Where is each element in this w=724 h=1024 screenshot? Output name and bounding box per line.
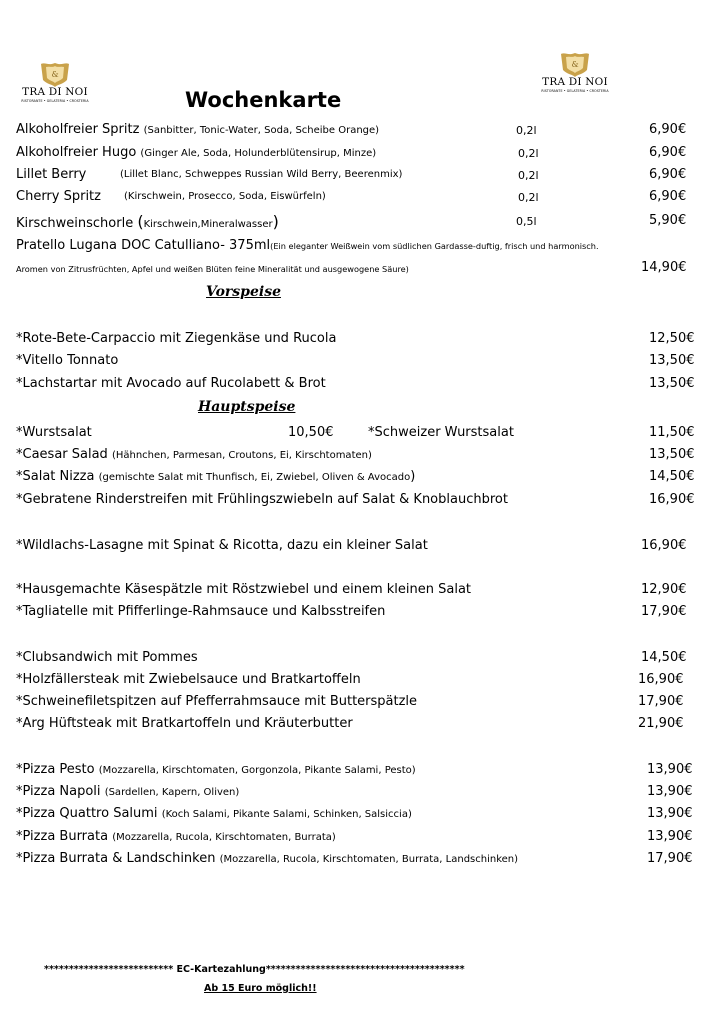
drink-volume: 0,2l (518, 147, 539, 160)
pizza-desc: (Koch Salami, Pikante Salami, Schinken, Salsiccia) (161, 809, 412, 820)
drink-desc: (Sanbitter, Tonic-Water, Soda, Scheibe Orange) (143, 125, 380, 136)
footer-minimum-note: Ab 15 Euro möglich!! (204, 983, 317, 994)
drink-desc: (Lillet Blanc, Schweppes Russian Wild Berry, Beerenmix) (120, 169, 403, 180)
menu-item: *Tagliatelle mit Pfifferlinge-Rahmsauce und Kalbsstreifen (16, 604, 386, 619)
menu-item: *Gebratene Rinderstreifen mit Frühlingszwiebeln auf Salat & Knoblauchbrot (16, 492, 508, 507)
menu-item: *Rote-Bete-Carpaccio mit Ziegenkäse und Rucola (16, 331, 337, 346)
menu-price: 12,90€ (641, 582, 687, 597)
drink-name: Alkoholfreier Hugo (16, 145, 137, 160)
pizza-name: *Pizza Pesto (16, 762, 95, 777)
footer-payment-note: ************************** EC-Kartezahlung**************************************** (44, 964, 465, 975)
menu-price: 13,50€ (649, 376, 695, 391)
wine-desc-1: (Ein eleganter Weißwein vom südlichen Gardasse-duftig, frisch und harmonisch. (270, 241, 599, 251)
wine-row (16, 238, 599, 253)
pizza-item (16, 762, 416, 777)
menu-item: *Schweinefiletspitzen auf Pfefferrahmsauce mit Butterspätzle (16, 694, 418, 709)
pizza-name: *Pizza Burrata & Landschinken (16, 851, 216, 866)
crest-icon (558, 50, 592, 78)
menu-item: *Clubsandwich mit Pommes (16, 650, 198, 665)
wine-price: 14,90€ (641, 260, 687, 275)
drink-name: Lillet Berry (16, 167, 87, 182)
pizza-desc: (Mozzarella, Kirschtomaten, Gorgonzola, Pikante Salami, Pesto) (98, 765, 416, 776)
menu-price: 13,50€ (649, 447, 695, 462)
menu-price: 16,90€ (649, 492, 695, 507)
menu-price: 21,90€ (638, 716, 684, 731)
wine-desc-2: Aromen von Zitrusfrüchten, Apfel und weißen Blüten feine Mineralität und ausgewogene Säure) (16, 264, 409, 274)
page-title: Wochenkarte (185, 88, 342, 112)
drink-row (16, 189, 101, 204)
menu-item: *Hausgemachte Käsespätzle mit Röstzwiebel und einem kleinen Salat (16, 582, 472, 597)
drink-desc: (Ginger Ale, Soda, Holunderblütensirup, Minze) (140, 148, 377, 159)
drink-price: 6,90€ (649, 167, 687, 182)
drink-name: Kirschweinschorle (16, 216, 134, 231)
drink-price: 6,90€ (649, 122, 687, 137)
pizza-item (16, 851, 518, 866)
svg-text:&: & (571, 60, 579, 69)
drink-price: 6,90€ (649, 189, 687, 204)
pizza-item (16, 829, 336, 844)
crest-icon (38, 60, 72, 88)
drink-desc: Kirschwein,Mineralwasser (143, 219, 273, 230)
menu-item-desc: (gemischte Salat mit Thunfisch, Ei, Zwiebel, Oliven & Avocado (98, 472, 411, 483)
drink-desc: (Kirschwein, Prosecco, Soda, Eiswürfeln) (124, 191, 326, 202)
paren-open: ( (137, 212, 144, 231)
pizza-item (16, 784, 239, 799)
drink-row (16, 167, 86, 182)
drink-volume: 0,5l (516, 215, 537, 228)
menu-price: 14,50€ (649, 469, 695, 484)
menu-price: 17,90€ (641, 604, 687, 619)
logo-brand: TRA DI NOI (22, 86, 88, 98)
pizza-item (16, 806, 412, 821)
menu-item: *Lachstartar mit Avocado auf Rucolabett & Brot (16, 376, 326, 391)
menu-item-name: *Caesar Salad (16, 447, 108, 462)
menu-item: *Vitello Tonnato (16, 353, 119, 368)
drink-name: Alkoholfreier Spritz (16, 122, 140, 137)
logo-tagline: RISTORANTE • GELATERIA • CROSTERIA (21, 99, 89, 103)
paren-close: ) (272, 212, 279, 231)
pizza-price: 13,90€ (647, 829, 693, 844)
menu-price: 11,50€ (649, 425, 695, 440)
drink-price: 6,90€ (649, 145, 687, 160)
svg-text:&: & (51, 70, 59, 79)
menu-price: 12,50€ (649, 331, 695, 346)
pizza-name: *Pizza Napoli (16, 784, 101, 799)
pizza-desc: (Mozzarella, Rucola, Kirschtomaten, Burrata) (112, 832, 336, 843)
wine-name: Pratello Lugana DOC Catulliano- 375ml (16, 238, 271, 253)
menu-item-desc-close: ) (410, 469, 416, 484)
pizza-price: 13,90€ (647, 762, 693, 777)
menu-item: *Wildlachs-Lasagne mit Spinat & Ricotta, dazu ein kleiner Salat (16, 538, 428, 553)
menu-item (16, 447, 372, 462)
drink-row (16, 212, 279, 231)
menu-item: *Arg Hüftsteak mit Bratkartoffeln und Kräuterbutter (16, 716, 353, 731)
menu-item: *Holzfällersteak mit Zwiebelsauce und Bratkartoffeln (16, 672, 361, 687)
pizza-price: 13,90€ (647, 784, 693, 799)
pizza-name: *Pizza Quattro Salumi (16, 806, 158, 821)
drink-row (16, 122, 379, 137)
menu-price: 10,50€ (288, 425, 334, 440)
drink-name: Cherry Spritz (16, 189, 101, 204)
drink-volume: 0,2l (518, 169, 539, 182)
pizza-price: 17,90€ (647, 851, 693, 866)
menu-item: *Schweizer Wurstsalat (368, 425, 514, 440)
drink-row (16, 145, 376, 160)
pizza-name: *Pizza Burrata (16, 829, 109, 844)
pizza-desc: (Sardellen, Kapern, Oliven) (104, 787, 240, 798)
menu-price: 17,90€ (638, 694, 684, 709)
menu-item-name: *Salat Nizza (16, 469, 95, 484)
menu-price: 14,50€ (641, 650, 687, 665)
drink-volume: 0,2l (516, 124, 537, 137)
logo-tagline: RISTORANTE • GELATERIA • CROSTERIA (541, 89, 609, 93)
drink-price: 5,90€ (649, 213, 687, 228)
menu-price: 16,90€ (641, 538, 687, 553)
section-heading-hauptspeise: Hauptspeise (198, 399, 296, 415)
menu-price: 13,50€ (649, 353, 695, 368)
menu-item (16, 469, 415, 484)
drink-volume: 0,2l (518, 191, 539, 204)
logo-brand: TRA DI NOI (542, 76, 608, 88)
menu-item: *Wurstsalat (16, 425, 92, 440)
section-heading-vorspeise: Vorspeise (206, 284, 281, 300)
menu-price: 16,90€ (638, 672, 684, 687)
pizza-desc: (Mozzarella, Rucola, Kirschtomaten, Burrata, Landschinken) (219, 854, 519, 865)
menu-item-desc: (Hähnchen, Parmesan, Croutons, Ei, Kirschtomaten) (111, 450, 372, 461)
pizza-price: 13,90€ (647, 806, 693, 821)
